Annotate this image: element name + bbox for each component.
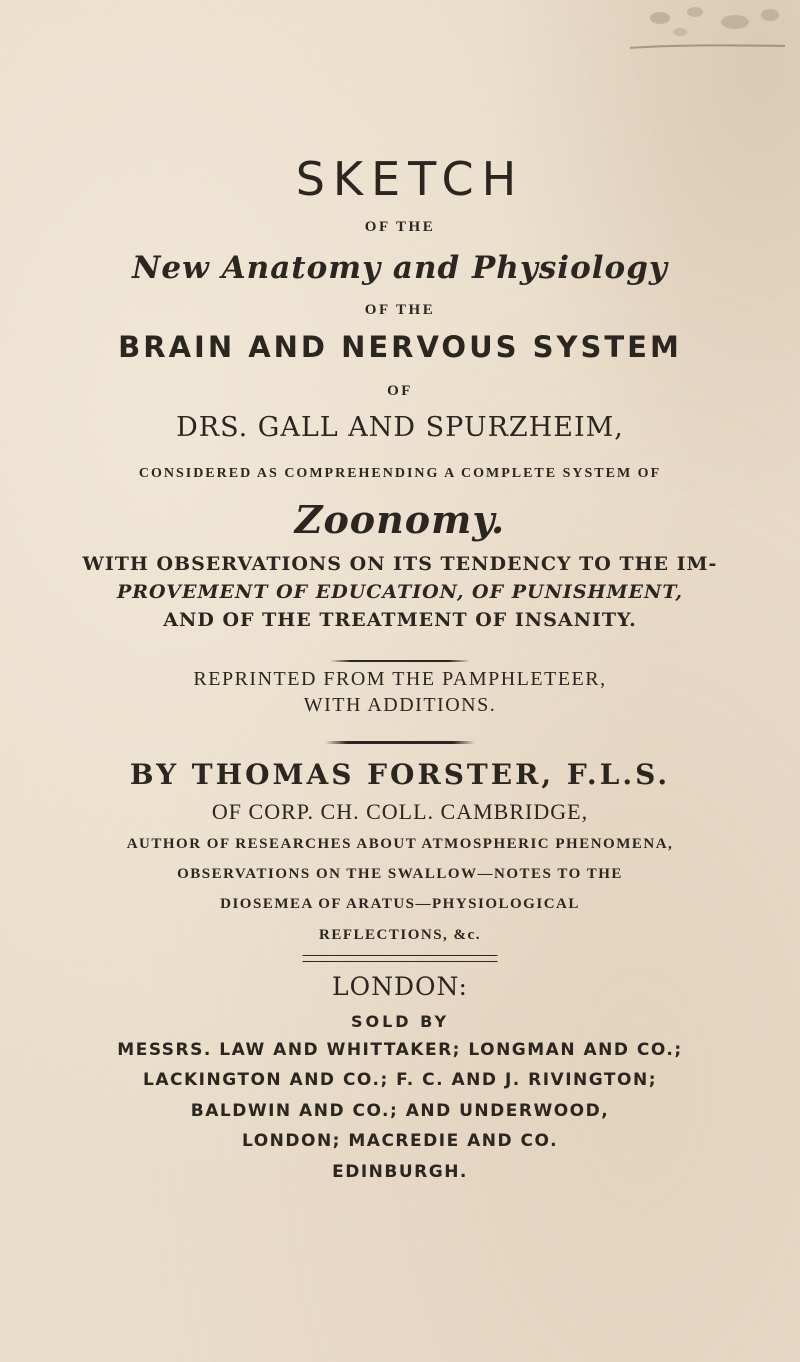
of-connector-3: OF xyxy=(387,383,413,399)
reprint-line: REPRINTED FROM THE PAMPHLETEER, xyxy=(193,668,607,690)
imprint-place: LONDON: xyxy=(332,972,468,1001)
observations-line: WITH OBSERVATIONS ON ITS TENDENCY TO THE IM- xyxy=(82,553,718,575)
observations-line: AND OF THE TREATMENT OF INSANITY. xyxy=(163,609,637,631)
gothic-subtitle: New Anatomy and Physiology xyxy=(132,250,668,286)
author-college: OF CORP. CH. COLL. CAMBRIDGE, xyxy=(211,799,589,824)
zoonomy-heading: Zoonomy. xyxy=(294,497,506,542)
author-name: BY THOMAS FORSTER, F.L.S. xyxy=(129,758,671,791)
title: SKETCH xyxy=(295,152,525,206)
publishers-line: BALDWIN AND CO.; AND UNDERWOOD, xyxy=(190,1101,610,1121)
publishers-line: LONDON; MACREDIE AND CO. xyxy=(241,1131,559,1151)
credentials-line: REFLECTIONS, &c. xyxy=(319,927,481,943)
doctors-heading: DRS. GALL AND SPURZHEIM, xyxy=(176,412,624,443)
subject-heading: BRAIN AND NERVOUS SYSTEM xyxy=(118,330,682,364)
sold-by-label: SOLD BY xyxy=(350,1012,450,1031)
double-rule xyxy=(303,955,498,962)
observations-line: PROVEMENT OF EDUCATION, OF PUNISHMENT, xyxy=(116,581,684,603)
ornamental-rule xyxy=(325,741,475,744)
publishers-line: EDINBURGH. xyxy=(332,1162,468,1182)
of-the-connector-1: OF THE xyxy=(364,219,436,235)
credentials-line: AUTHOR OF RESEARCHES ABOUT ATMOSPHERIC PHENOMENA, xyxy=(126,836,674,852)
publishers-line: LACKINGTON AND CO.; F. C. AND J. RIVINGTON; xyxy=(143,1070,657,1090)
reprint-line: WITH ADDITIONS. xyxy=(303,694,497,716)
publishers-line: MESSRS. LAW AND WHITTAKER; LONGMAN AND CO.; xyxy=(117,1040,683,1060)
considered-line: CONSIDERED AS COMPREHENDING A COMPLETE SYSTEM OF xyxy=(138,466,662,481)
of-the-connector-2: OF THE xyxy=(364,302,436,318)
credentials-line: DIOSEMEA OF ARATUS—PHYSIOLOGICAL xyxy=(220,896,580,912)
ornamental-rule xyxy=(330,660,470,662)
credentials-line: OBSERVATIONS ON THE SWALLOW—NOTES TO THE xyxy=(177,866,623,882)
ink-stain-decoration xyxy=(620,0,790,55)
